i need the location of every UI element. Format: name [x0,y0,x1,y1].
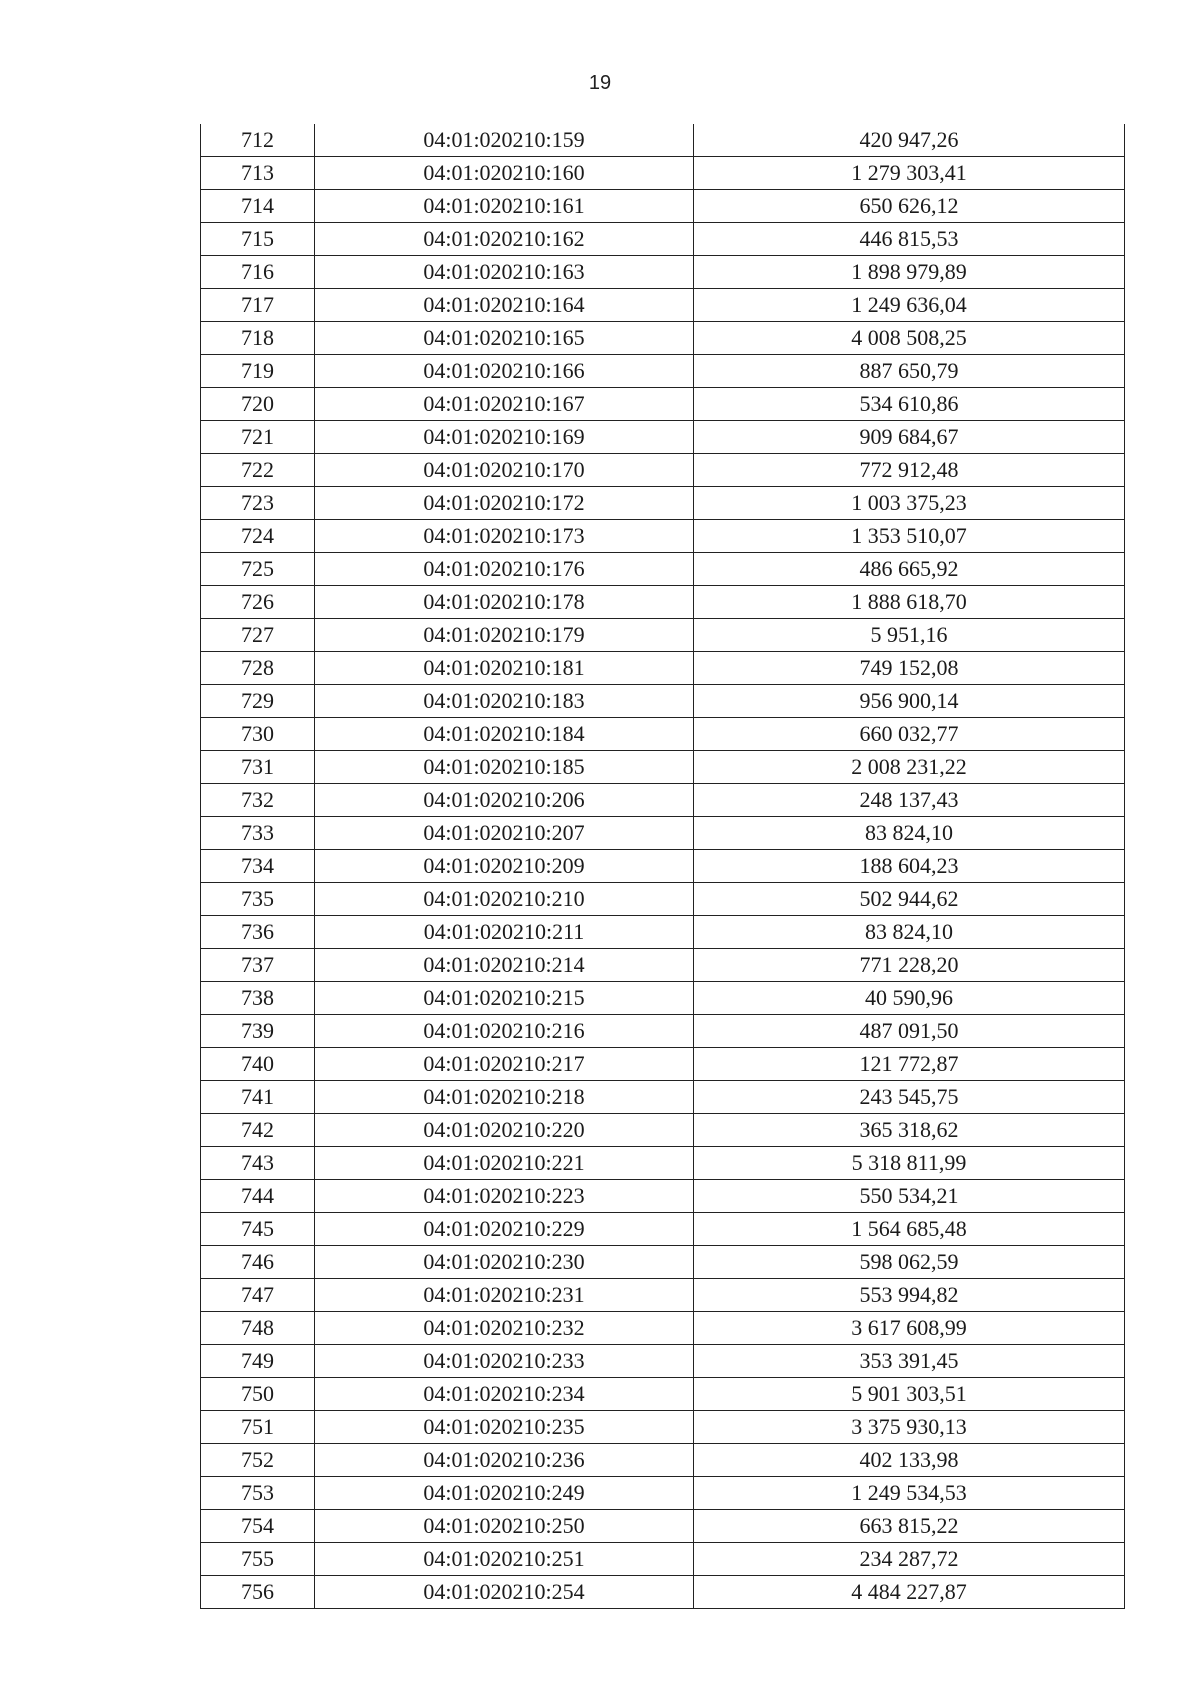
table-row [201,784,1125,817]
row-number-cell: 743 [201,1147,315,1180]
cadastral-number-cell: 04:01:020210:184 [315,718,694,751]
cadastral-number-cell: 04:01:020210:234 [315,1378,694,1411]
row-number-cell: 748 [201,1312,315,1345]
value-cell: 534 610,86 [694,388,1125,421]
value-cell: 502 944,62 [694,883,1125,916]
table-row [201,1015,1125,1048]
row-number-cell: 725 [201,553,315,586]
cadastral-number-cell: 04:01:020210:162 [315,223,694,256]
cadastral-number-cell: 04:01:020210:211 [315,916,694,949]
cadastral-number-cell: 04:01:020210:249 [315,1477,694,1510]
cadastral-number-cell: 04:01:020210:179 [315,619,694,652]
row-number-cell: 731 [201,751,315,784]
cadastral-number-cell: 04:01:020210:220 [315,1114,694,1147]
value-cell: 1 353 510,07 [694,520,1125,553]
cadastral-number-cell: 04:01:020210:170 [315,454,694,487]
row-number-cell: 754 [201,1510,315,1543]
value-cell: 83 824,10 [694,817,1125,850]
cadastral-number-cell: 04:01:020210:166 [315,355,694,388]
table-row [201,454,1125,487]
cadastral-number-cell: 04:01:020210:161 [315,190,694,223]
cadastral-number-cell: 04:01:020210:214 [315,949,694,982]
cadastral-number-cell: 04:01:020210:163 [315,256,694,289]
cadastral-number-cell: 04:01:020210:217 [315,1048,694,1081]
cadastral-number-cell: 04:01:020210:223 [315,1180,694,1213]
value-cell: 4 008 508,25 [694,322,1125,355]
value-cell: 40 590,96 [694,982,1125,1015]
value-cell: 1 564 685,48 [694,1213,1125,1246]
cadastral-number-cell: 04:01:020210:176 [315,553,694,586]
row-number-cell: 728 [201,652,315,685]
cadastral-number-cell: 04:01:020210:207 [315,817,694,850]
value-cell: 598 062,59 [694,1246,1125,1279]
cadastral-number-cell: 04:01:020210:165 [315,322,694,355]
value-cell: 486 665,92 [694,553,1125,586]
row-number-cell: 746 [201,1246,315,1279]
cadastral-number-cell: 04:01:020210:167 [315,388,694,421]
cadastral-number-cell: 04:01:020210:159 [315,124,694,157]
cadastral-number-cell: 04:01:020210:183 [315,685,694,718]
row-number-cell: 723 [201,487,315,520]
value-cell: 650 626,12 [694,190,1125,223]
row-number-cell: 719 [201,355,315,388]
row-number-cell: 738 [201,982,315,1015]
table-row [201,982,1125,1015]
value-cell: 5 951,16 [694,619,1125,652]
value-cell: 243 545,75 [694,1081,1125,1114]
row-number-cell: 749 [201,1345,315,1378]
row-number-cell: 756 [201,1576,315,1609]
cadastral-number-cell: 04:01:020210:236 [315,1444,694,1477]
cadastral-number-cell: 04:01:020210:173 [315,520,694,553]
value-cell: 550 534,21 [694,1180,1125,1213]
table-row [201,1477,1125,1510]
row-number-cell: 733 [201,817,315,850]
value-cell: 5 318 811,99 [694,1147,1125,1180]
row-number-cell: 739 [201,1015,315,1048]
table-row [201,157,1125,190]
table-row [201,1411,1125,1444]
value-cell: 234 287,72 [694,1543,1125,1576]
row-number-cell: 732 [201,784,315,817]
cadastral-number-cell: 04:01:020210:169 [315,421,694,454]
table-row [201,1180,1125,1213]
row-number-cell: 713 [201,157,315,190]
value-cell: 3 617 608,99 [694,1312,1125,1345]
cadastral-number-cell: 04:01:020210:181 [315,652,694,685]
value-cell: 353 391,45 [694,1345,1125,1378]
row-number-cell: 741 [201,1081,315,1114]
table-row [201,487,1125,520]
table-row [201,190,1125,223]
value-cell: 121 772,87 [694,1048,1125,1081]
value-cell: 487 091,50 [694,1015,1125,1048]
value-cell: 2 008 231,22 [694,751,1125,784]
cadastral-number-cell: 04:01:020210:209 [315,850,694,883]
table-row [201,223,1125,256]
cadastral-number-cell: 04:01:020210:221 [315,1147,694,1180]
value-cell: 4 484 227,87 [694,1576,1125,1609]
value-cell: 1 888 618,70 [694,586,1125,619]
table-row [201,1081,1125,1114]
value-cell: 188 604,23 [694,850,1125,883]
cadastral-number-cell: 04:01:020210:230 [315,1246,694,1279]
table-row [201,1576,1125,1609]
row-number-cell: 750 [201,1378,315,1411]
value-cell: 446 815,53 [694,223,1125,256]
cadastral-number-cell: 04:01:020210:215 [315,982,694,1015]
cadastral-number-cell: 04:01:020210:235 [315,1411,694,1444]
cadastral-number-cell: 04:01:020210:178 [315,586,694,619]
row-number-cell: 734 [201,850,315,883]
table-row [201,1114,1125,1147]
row-number-cell: 726 [201,586,315,619]
cadastral-number-cell: 04:01:020210:185 [315,751,694,784]
row-number-cell: 744 [201,1180,315,1213]
cadastral-number-cell: 04:01:020210:210 [315,883,694,916]
cadastral-number-cell: 04:01:020210:232 [315,1312,694,1345]
table-row [201,619,1125,652]
table-row [201,1378,1125,1411]
cadastral-number-cell: 04:01:020210:164 [315,289,694,322]
table-row [201,751,1125,784]
value-cell: 1 249 636,04 [694,289,1125,322]
value-cell: 909 684,67 [694,421,1125,454]
value-cell: 1 249 534,53 [694,1477,1125,1510]
row-number-cell: 722 [201,454,315,487]
table-row [201,388,1125,421]
table-row [201,256,1125,289]
value-cell: 771 228,20 [694,949,1125,982]
cadastral-value-table [200,124,1125,1609]
table-row [201,916,1125,949]
row-number-cell: 730 [201,718,315,751]
row-number-cell: 727 [201,619,315,652]
table-row [201,421,1125,454]
table-row [201,883,1125,916]
cadastral-number-cell: 04:01:020210:231 [315,1279,694,1312]
table-row [201,586,1125,619]
row-number-cell: 729 [201,685,315,718]
value-cell: 3 375 930,13 [694,1411,1125,1444]
row-number-cell: 724 [201,520,315,553]
table-row [201,1312,1125,1345]
row-number-cell: 742 [201,1114,315,1147]
value-cell: 365 318,62 [694,1114,1125,1147]
value-cell: 402 133,98 [694,1444,1125,1477]
value-cell: 553 994,82 [694,1279,1125,1312]
value-cell: 772 912,48 [694,454,1125,487]
row-number-cell: 751 [201,1411,315,1444]
table-row [201,718,1125,751]
row-number-cell: 735 [201,883,315,916]
row-number-cell: 745 [201,1213,315,1246]
table-row [201,652,1125,685]
row-number-cell: 740 [201,1048,315,1081]
value-cell: 248 137,43 [694,784,1125,817]
value-cell: 83 824,10 [694,916,1125,949]
value-cell: 887 650,79 [694,355,1125,388]
row-number-cell: 755 [201,1543,315,1576]
row-number-cell: 717 [201,289,315,322]
row-number-cell: 720 [201,388,315,421]
table-row [201,553,1125,586]
cadastral-number-cell: 04:01:020210:216 [315,1015,694,1048]
row-number-cell: 736 [201,916,315,949]
table-row [201,1147,1125,1180]
value-cell: 1 898 979,89 [694,256,1125,289]
table-row [201,1213,1125,1246]
table-row [201,1444,1125,1477]
cadastral-number-cell: 04:01:020210:254 [315,1576,694,1609]
row-number-cell: 714 [201,190,315,223]
table-body [201,124,1125,1609]
cadastral-number-cell: 04:01:020210:160 [315,157,694,190]
table-row [201,289,1125,322]
value-cell: 1 003 375,23 [694,487,1125,520]
table-row [201,355,1125,388]
row-number-cell: 737 [201,949,315,982]
row-number-cell: 753 [201,1477,315,1510]
table-row [201,1279,1125,1312]
value-cell: 420 947,26 [694,124,1125,157]
table-row [201,685,1125,718]
table-row [201,1345,1125,1378]
row-number-cell: 721 [201,421,315,454]
table-row [201,1048,1125,1081]
table-row [201,322,1125,355]
table-row [201,520,1125,553]
row-number-cell: 718 [201,322,315,355]
table-row [201,1543,1125,1576]
cadastral-number-cell: 04:01:020210:233 [315,1345,694,1378]
table-row [201,817,1125,850]
table-row [201,850,1125,883]
value-cell: 749 152,08 [694,652,1125,685]
cadastral-number-cell: 04:01:020210:250 [315,1510,694,1543]
table-row [201,949,1125,982]
row-number-cell: 715 [201,223,315,256]
value-cell: 1 279 303,41 [694,157,1125,190]
value-cell: 956 900,14 [694,685,1125,718]
cadastral-number-cell: 04:01:020210:229 [315,1213,694,1246]
table-row [201,124,1125,157]
cadastral-number-cell: 04:01:020210:206 [315,784,694,817]
cadastral-number-cell: 04:01:020210:172 [315,487,694,520]
row-number-cell: 747 [201,1279,315,1312]
cadastral-number-cell: 04:01:020210:251 [315,1543,694,1576]
value-cell: 660 032,77 [694,718,1125,751]
value-cell: 5 901 303,51 [694,1378,1125,1411]
page-number: 19 [588,72,612,94]
table-row [201,1246,1125,1279]
row-number-cell: 716 [201,256,315,289]
row-number-cell: 752 [201,1444,315,1477]
table-row [201,1510,1125,1543]
value-cell: 663 815,22 [694,1510,1125,1543]
cadastral-number-cell: 04:01:020210:218 [315,1081,694,1114]
row-number-cell: 712 [201,124,315,157]
